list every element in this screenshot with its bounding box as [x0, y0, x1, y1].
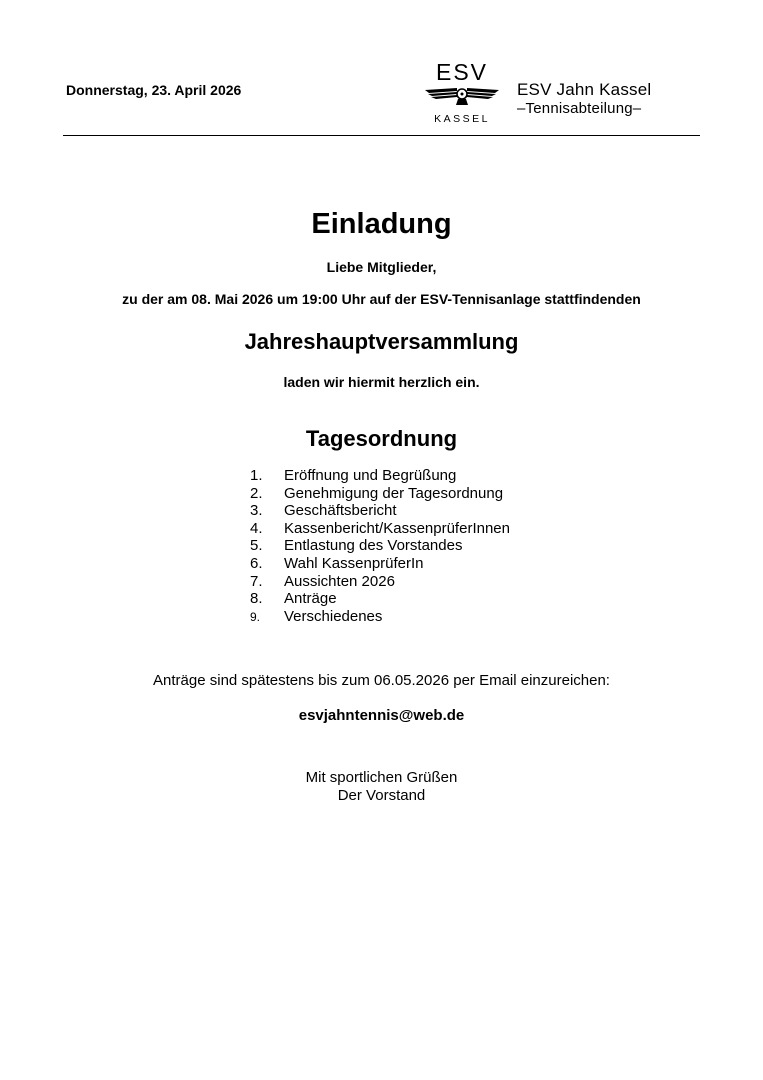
agenda-item-number: 1. [250, 467, 263, 484]
agenda-item-number: 3. [250, 502, 263, 520]
agenda-item [250, 537, 510, 555]
document-date: Donnerstag, 23. April 2026 [66, 82, 242, 98]
agenda-item-number: 7. [250, 572, 263, 590]
winged-wheel-icon [425, 88, 499, 105]
logo-top-text: ESV [435, 59, 489, 85]
agenda-item-text: Aussichten 2026 [284, 572, 395, 590]
header-divider [63, 135, 700, 136]
agenda-item-text: Wahl KassenprüferIn [284, 554, 424, 572]
agenda-item-text: Verschiedenes [284, 607, 383, 625]
agenda-title: Tagesordnung [305, 426, 458, 451]
agenda-item [250, 555, 510, 573]
greeting: Liebe Mitglieder, [326, 259, 437, 275]
agenda-item-number: 6. [250, 554, 263, 572]
agenda-item-text: Anträge [284, 590, 337, 608]
agenda-item-text: Genehmigung der Tagesordnung [284, 484, 504, 502]
closing [0, 769, 763, 805]
closing-signature: Der Vorstand [337, 787, 426, 804]
document-title: Einladung [311, 208, 452, 240]
agenda-item-text: Kassenbericht/KassenprüferInnen [284, 519, 510, 537]
agenda-item-number: 9. [250, 609, 261, 624]
agenda-item-text: Entlastung des Vorstandes [284, 537, 463, 555]
agenda-item [250, 520, 510, 538]
club-department: –Tennisabteilung– [517, 100, 642, 117]
invite-text: laden wir hiermit herzlich ein. [283, 374, 480, 390]
agenda-item [250, 573, 510, 591]
club-name: ESV Jahn Kassel [517, 80, 652, 99]
agenda-item [250, 485, 510, 503]
agenda-item [250, 590, 510, 608]
intro-text: zu der am 08. Mai 2026 um 19:00 Uhr auf der ESV-Tennisanlage stattfindenden [122, 291, 641, 307]
agenda-item-number: 8. [250, 590, 263, 608]
letterhead [0, 0, 763, 140]
agenda-item [250, 467, 510, 485]
agenda-item-number: 2. [250, 484, 263, 502]
club-logo [423, 58, 501, 126]
agenda-item-number: 4. [250, 519, 263, 537]
logo-bottom-text: KASSEL [434, 113, 490, 125]
agenda-item-text: Geschäftsbericht [284, 502, 397, 520]
agenda-item [250, 502, 510, 520]
contact-email[interactable]: esvjahntennis@web.de [298, 707, 465, 724]
agenda-list [250, 467, 510, 625]
event-name: Jahreshauptversammlung [244, 329, 519, 354]
agenda-item-text: Eröffnung und Begrüßung [284, 467, 457, 484]
closing-greeting: Mit sportlichen Grüßen [305, 769, 458, 786]
club-block [517, 80, 651, 118]
agenda-item [250, 608, 510, 626]
agenda-item-number: 5. [250, 537, 263, 555]
deadline-text: Anträge sind spätestens bis zum 06.05.2026 per Email einzureichen: [153, 672, 610, 689]
